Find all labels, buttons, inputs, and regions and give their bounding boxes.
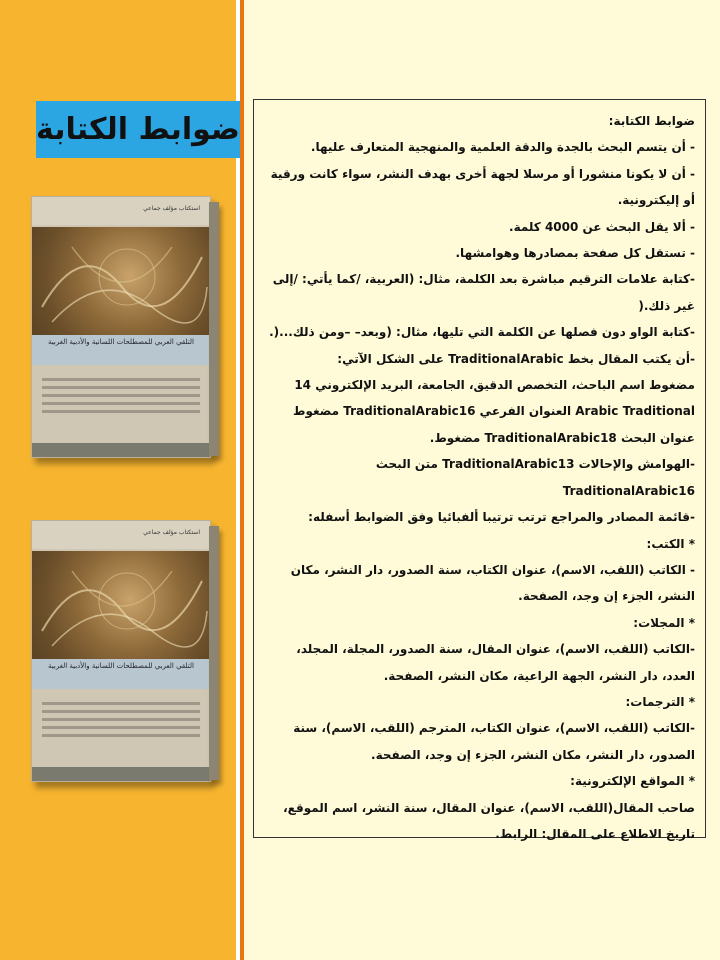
guidelines-text bbox=[264, 108, 695, 847]
guideline-item: -كتابة الواو دون فصلها عن الكلمة التي تليها، مثال: (وبعد– –ومن ذلك...(. bbox=[269, 325, 695, 340]
reference-category: * المواقع الإلكترونية: bbox=[570, 774, 695, 789]
book-spine bbox=[209, 526, 219, 780]
book-title: التلقي العربي للمصطلحات اللسانية والأدبية الغربية bbox=[48, 662, 194, 670]
guidelines-box bbox=[253, 99, 706, 841]
guideline-item: - أن يتسم البحث بالجدة والدقة العلمية والمنهجية المتعارف عليها. bbox=[310, 140, 695, 155]
reference-format: -الكاتب (اللقب، الاسم)، عنوان الكتاب، المترجم (اللقب، الاسم)، سنة الصدور، دار النشر، مكان النشر، الجزء إن وجد، الصفحة. bbox=[293, 721, 695, 762]
title-banner bbox=[36, 101, 240, 158]
calligraphy-art bbox=[32, 227, 210, 335]
reference-format: -الكاتب (اللقب، الاسم)، عنوان المقال، سنة الصدور، المجلة، المجلد، العدد، دار النشر، الجهة الراعية، مكان النشر، الصفحة. bbox=[296, 642, 695, 683]
reference-format: صاحب المقال(اللقب، الاسم)، عنوان المقال، سنة النشر، اسم الموقع، تاريخ الاطلاع على المقال: الرابط. bbox=[283, 800, 695, 841]
guideline-item: - تستقل كل صفحة بمصادرها وهوامشها. bbox=[455, 246, 695, 261]
guideline-item: -أن يكتب المقال بخط TraditionalArabic على الشكل الآتي: bbox=[337, 351, 695, 366]
guideline-item: مضغوط اسم الباحث، التخصص الدقيق، الجامعة، البريد الإلكتروني 14 Arabic Traditional العنوان الفرعي TraditionalArabic16 مضغوط عنوان البحث TraditionalArabic18 مضغوط. bbox=[293, 378, 695, 445]
title-banner-text: ضوابط الكتابة bbox=[36, 112, 240, 147]
guideline-item: -قائمة المصادر والمراجع ترتب ترتيبا ألفبائيا وفق الضوابط أسفله: bbox=[308, 510, 695, 525]
book-title: التلقي العربي للمصطلحات اللسانية والأدبية الغربية bbox=[48, 338, 194, 346]
reference-category: * المجلات: bbox=[633, 615, 695, 630]
guideline-item: - أن لا يكونا منشورا أو مرسلا لجهة أخرى بهدف النشر، سواء كانت ورقية أو إليكترونية. bbox=[270, 166, 695, 208]
book-header-label: استكتاب مؤلف جماعي bbox=[143, 529, 200, 536]
reference-format: - الكاتب (اللقب، الاسم)، عنوان الكتاب، سنة الصدور، دار النشر، مكان النشر، الجزء إن وجد، الصفحة. bbox=[290, 562, 695, 604]
book-front-cover bbox=[31, 196, 211, 458]
book-front-cover bbox=[31, 520, 211, 782]
book-header-label: استكتاب مؤلف جماعي bbox=[143, 205, 200, 212]
reference-category: * الكتب: bbox=[646, 536, 695, 551]
calligraphy-art bbox=[32, 551, 210, 659]
book-spine bbox=[209, 202, 219, 456]
guideline-item: -الهوامش والإحالات TraditionalArabic13 متن البحث TraditionalArabic16 bbox=[375, 457, 695, 498]
guideline-heading: ضوابط الكتابة: bbox=[608, 114, 695, 128]
guideline-item: -كتابة علامات الترقيم مباشرة بعد الكلمة، مثال: (العربية، /كما يأتي: /إلى غير ذلك.( bbox=[272, 272, 695, 313]
guideline-item: - ألا يقل البحث عن 4000 كلمة. bbox=[509, 219, 695, 234]
reference-category: * الترجمات: bbox=[625, 694, 695, 709]
